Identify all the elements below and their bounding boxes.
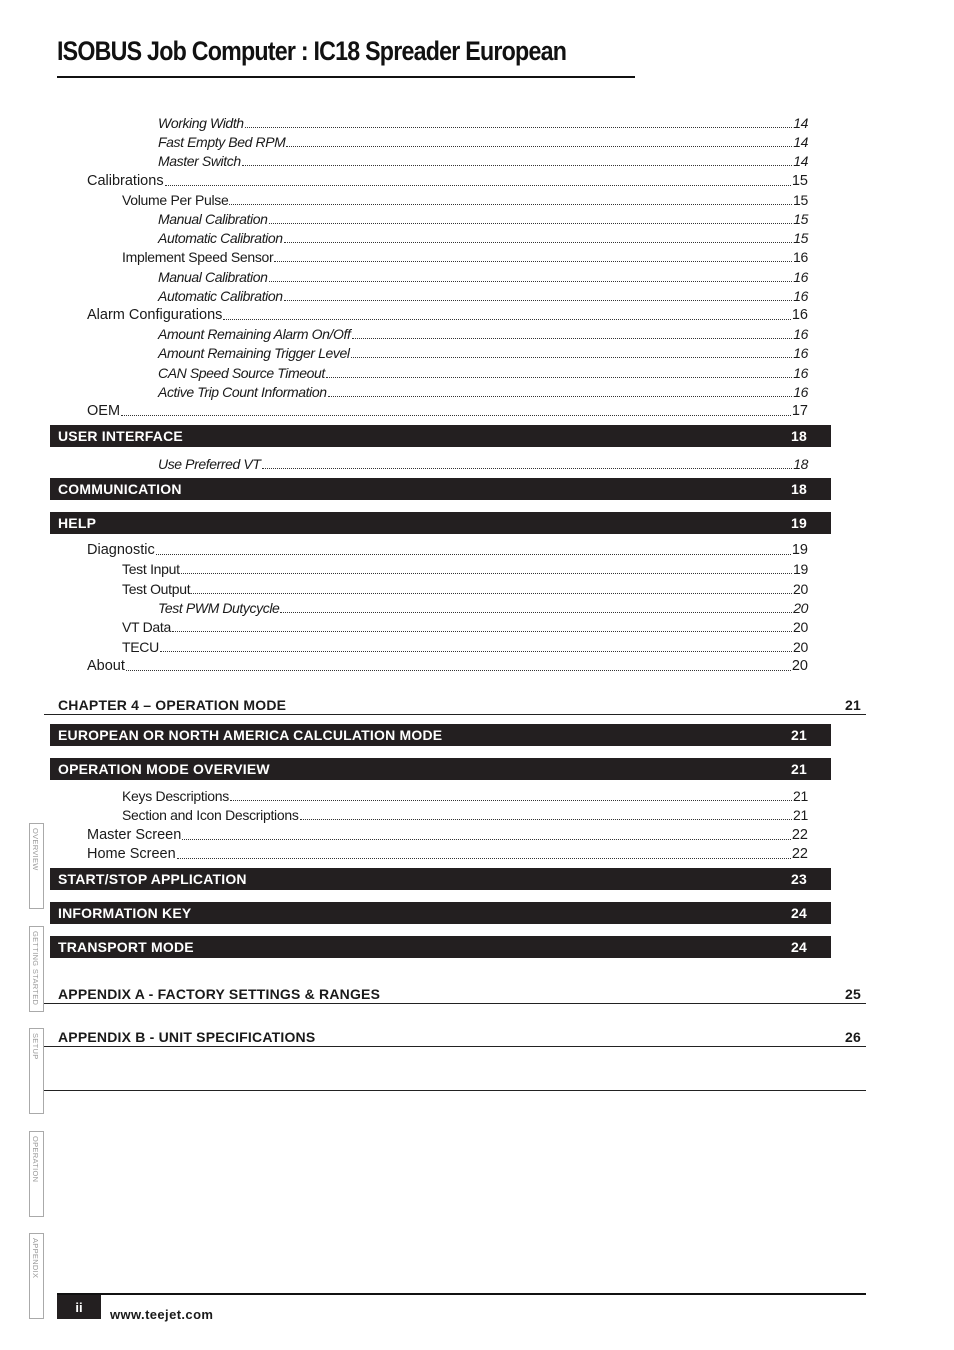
dot-leader <box>352 338 793 339</box>
section-title: USER INTERFACE <box>58 428 183 444</box>
toc-entry-label: Manual Calibration <box>158 211 268 227</box>
dot-leader <box>286 146 792 147</box>
toc-entry-page: 15 <box>793 191 808 208</box>
dot-leader <box>182 839 791 840</box>
section-title: OPERATION MODE OVERVIEW <box>58 761 270 777</box>
section-page: 24 <box>791 905 807 921</box>
section-page: 23 <box>791 871 807 887</box>
dot-leader <box>165 185 791 186</box>
section-title: EUROPEAN OR NORTH AMERICA CALCULATION MODE <box>58 727 443 743</box>
title-underline <box>57 76 635 78</box>
toc-entry-label: Manual Calibration <box>158 268 268 285</box>
toc-entry[interactable] <box>158 286 808 304</box>
section-page: 24 <box>791 939 807 955</box>
toc-entry-page: 16 <box>791 307 808 323</box>
toc-entry[interactable] <box>158 324 808 342</box>
dot-leader <box>172 631 792 632</box>
dot-leader <box>284 300 793 301</box>
toc-entry[interactable] <box>158 454 808 472</box>
section-title: START/STOP APPLICATION <box>58 871 247 887</box>
toc-entry-label: Use Preferred VT <box>158 456 261 472</box>
toc-entry-label: Master Switch <box>158 153 241 170</box>
toc-entry-label: Automatic Calibration <box>158 230 283 247</box>
toc-entry-page: 14 <box>793 153 808 170</box>
toc-entry-label: Working Width <box>158 115 244 131</box>
toc-entry[interactable] <box>87 656 808 674</box>
toc-entry-label: TECU <box>122 638 159 655</box>
toc-entry-page: 18 <box>793 456 808 472</box>
toc-entry-page: 20 <box>793 619 808 636</box>
appendix-title: APPENDIX A - FACTORY SETTINGS & RANGES <box>58 986 381 1002</box>
section-start-stop-application[interactable] <box>50 868 831 890</box>
dot-leader <box>160 651 792 652</box>
toc-entry-page: 20 <box>791 657 808 674</box>
chapter-4-heading[interactable] <box>44 693 866 715</box>
toc-entry-label: Alarm Configurations <box>87 307 223 323</box>
toc-entry-page: 15 <box>791 172 808 189</box>
toc-entry-label: CAN Speed Source Timeout <box>158 364 325 381</box>
side-tab-label: OPERATION <box>31 1136 40 1183</box>
dot-leader <box>156 554 791 555</box>
toc-entry-label: Keys Descriptions <box>122 788 229 804</box>
chapter-title: CHAPTER 4 – OPERATION MODE <box>58 697 287 713</box>
toc-entry[interactable] <box>87 305 808 323</box>
footer-url[interactable]: www.teejet.com <box>110 1307 214 1322</box>
toc-entry-page: 16 <box>793 364 808 381</box>
toc-entry[interactable] <box>122 190 808 208</box>
section-page: 18 <box>791 428 807 444</box>
dot-leader <box>328 396 793 397</box>
dot-leader <box>262 468 793 469</box>
section-page: 19 <box>791 515 807 531</box>
dot-leader <box>126 670 791 671</box>
appendix-page: 25 <box>845 986 861 1002</box>
section-help[interactable] <box>50 512 831 534</box>
dot-leader <box>280 612 792 613</box>
toc-entry-label: Active Trip Count Information <box>158 383 327 400</box>
toc-entry-label: Fast Empty Bed RPM <box>158 134 286 151</box>
toc-entry-page: 17 <box>791 403 808 419</box>
side-tab-label: SETUP <box>31 1033 40 1060</box>
toc-entry[interactable] <box>158 113 808 131</box>
toc-entry-page: 15 <box>793 230 808 247</box>
dot-leader <box>326 377 792 378</box>
toc-entry-page: 14 <box>793 115 808 131</box>
toc-entry-page: 16 <box>793 383 808 400</box>
toc-entry-label: Test Output <box>122 580 191 597</box>
toc-entry[interactable] <box>122 247 808 265</box>
side-tab-overview[interactable] <box>29 823 44 909</box>
toc-entry-label: Test Input <box>122 561 180 578</box>
side-tab-label: GETTING STARTED <box>31 931 40 1006</box>
toc-entry-page: 16 <box>793 345 808 362</box>
toc-entry-label: Volume Per Pulse <box>122 191 229 208</box>
toc-entry-label: VT Data <box>122 619 171 636</box>
side-tab-appendix[interactable] <box>29 1233 44 1319</box>
page-number: ii <box>57 1295 101 1319</box>
toc-entry-page: 20 <box>793 638 808 655</box>
toc-entry-label: Test PWM Dutycycle <box>158 599 280 616</box>
chapter-page: 21 <box>845 697 861 713</box>
toc-entry[interactable] <box>158 228 808 246</box>
toc-entry-label: Diagnostic <box>87 542 155 558</box>
toc-entry[interactable] <box>122 786 808 804</box>
toc-entry-page: 15 <box>793 211 808 227</box>
appendix-title: APPENDIX B - UNIT SPECIFICATIONS <box>58 1029 316 1045</box>
section-communication[interactable] <box>50 478 831 500</box>
toc-entry-page: 16 <box>793 287 808 304</box>
toc-entry[interactable] <box>158 363 808 381</box>
toc-entry-page: 21 <box>793 788 808 804</box>
dot-leader <box>181 573 792 574</box>
section-page: 18 <box>791 481 807 497</box>
section-transport-mode[interactable] <box>50 936 831 958</box>
toc-entry-label: Amount Remaining Alarm On/Off <box>158 326 351 343</box>
toc-entry[interactable] <box>87 401 808 419</box>
dot-leader <box>191 593 792 594</box>
toc-entry-label: OEM <box>87 403 121 419</box>
toc-entry[interactable] <box>87 844 808 862</box>
page-title: ISOBUS Job Computer : IC18 Spreader European <box>57 36 567 66</box>
dot-leader <box>351 357 793 358</box>
section-operation-mode-overview[interactable] <box>50 758 831 780</box>
toc-entry[interactable] <box>122 617 808 635</box>
toc-entry-page: 16 <box>793 326 808 343</box>
toc-entry-label: Implement Speed Sensor <box>122 249 274 266</box>
side-tab-operation[interactable] <box>29 1131 44 1217</box>
section-information-key[interactable] <box>50 902 831 924</box>
section-user-interface[interactable] <box>50 425 831 447</box>
section-title: COMMUNICATION <box>58 481 182 497</box>
dot-leader <box>269 223 793 224</box>
toc-entry-label: Amount Remaining Trigger Level <box>158 345 350 362</box>
dot-leader <box>177 858 791 859</box>
toc-entry[interactable] <box>158 209 808 227</box>
dot-leader <box>223 319 790 320</box>
toc-entry[interactable] <box>158 267 808 285</box>
toc-entry-page: 16 <box>793 268 808 285</box>
toc-entry-label: Section and Icon Descriptions <box>122 807 299 824</box>
toc-entry[interactable] <box>122 579 808 597</box>
toc-entry[interactable] <box>158 598 808 616</box>
toc-entry[interactable] <box>87 825 808 843</box>
dot-leader <box>242 165 793 166</box>
dot-leader <box>245 127 793 128</box>
toc-entry[interactable] <box>158 382 808 400</box>
appendix-page: 26 <box>845 1029 861 1045</box>
toc-entry-page: 20 <box>793 599 808 616</box>
toc-entry-label: Home Screen <box>87 845 176 862</box>
section-title: HELP <box>58 515 97 531</box>
divider <box>44 1090 866 1091</box>
section-title: TRANSPORT MODE <box>58 939 194 955</box>
section-page: 21 <box>791 727 807 743</box>
dot-leader <box>121 415 791 416</box>
appendix-a-heading[interactable] <box>44 982 866 1004</box>
dot-leader <box>229 204 792 205</box>
toc-entry[interactable] <box>87 540 808 558</box>
toc-entry-page: 16 <box>793 249 808 266</box>
section-calculation-mode[interactable] <box>50 724 831 746</box>
toc-entry-label: Master Screen <box>87 826 182 843</box>
dot-leader <box>300 819 793 820</box>
dot-leader <box>284 242 793 243</box>
dot-leader <box>230 800 792 801</box>
toc-entry-page: 20 <box>793 580 808 597</box>
footer-rule <box>57 1293 866 1295</box>
toc-entry-label: About <box>87 657 125 674</box>
side-tab-label: OVERVIEW <box>31 828 40 871</box>
toc-entry[interactable] <box>158 132 808 150</box>
toc-entry-page: 22 <box>791 826 808 843</box>
toc-entry-page: 19 <box>793 561 808 578</box>
side-tab-getting-started[interactable] <box>29 926 44 1012</box>
toc-entry-label: Calibrations <box>87 172 164 189</box>
section-title: INFORMATION KEY <box>58 905 192 921</box>
toc-entry-page: 19 <box>791 542 808 558</box>
dot-leader <box>274 261 792 262</box>
dot-leader <box>269 281 793 282</box>
toc-entry-page: 21 <box>793 807 808 824</box>
side-tab-setup[interactable] <box>29 1028 44 1114</box>
toc-entry-page: 22 <box>791 845 808 862</box>
toc-entry[interactable] <box>122 805 808 823</box>
toc-entry[interactable] <box>158 151 808 169</box>
appendix-b-heading[interactable] <box>44 1025 866 1047</box>
section-page: 21 <box>791 761 807 777</box>
toc-entry-label: Automatic Calibration <box>158 287 283 304</box>
toc-entry[interactable] <box>122 637 808 655</box>
side-tab-label: APPENDIX <box>31 1238 40 1279</box>
toc-entry[interactable] <box>87 171 808 189</box>
toc-entry[interactable] <box>122 559 808 577</box>
toc-entry[interactable] <box>158 343 808 361</box>
toc-entry-page: 14 <box>793 134 808 151</box>
